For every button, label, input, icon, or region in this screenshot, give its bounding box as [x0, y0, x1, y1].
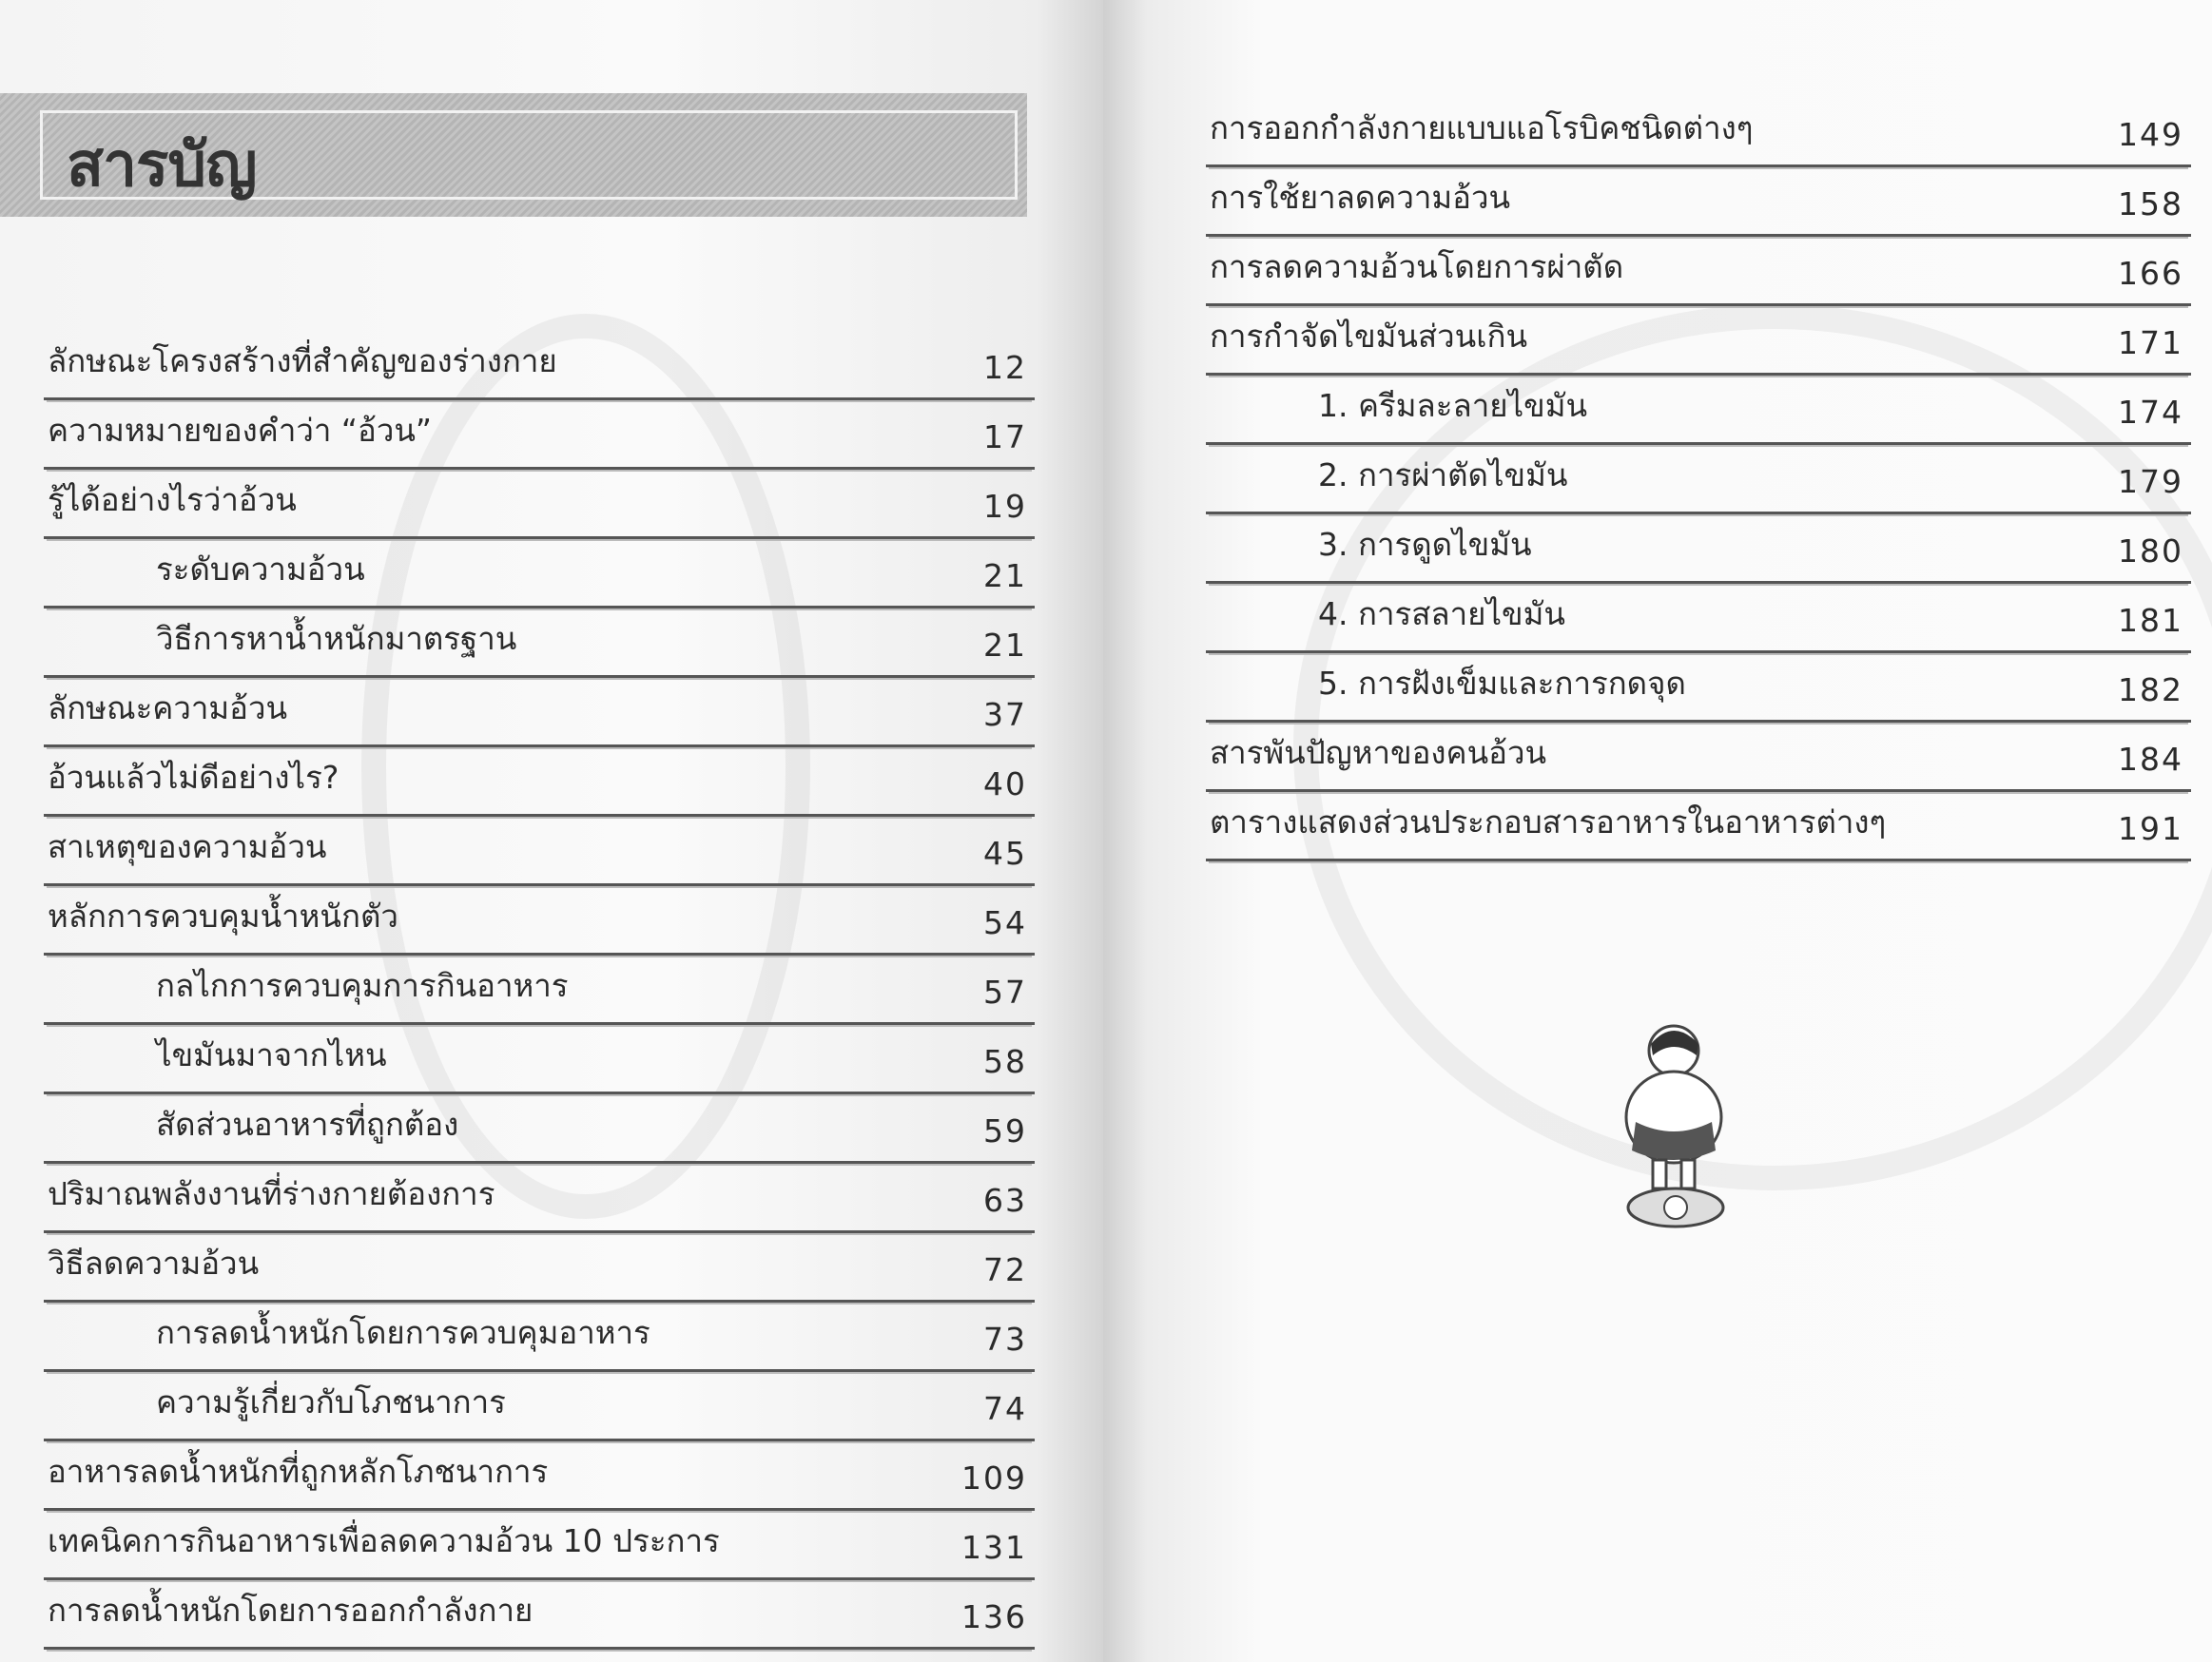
- toc-entry-page-number: 136: [961, 1598, 1027, 1635]
- toc-entry: [44, 609, 1035, 678]
- toc-entry: [44, 1441, 1035, 1511]
- toc-entry: [44, 1372, 1035, 1441]
- toc-entry: [44, 1233, 1035, 1303]
- left-page: [0, 0, 1103, 1662]
- toc-entry-page-number: 179: [2118, 463, 2183, 500]
- toc-entry-title: รู้ได้อย่างไรว่าอ้วน: [48, 481, 297, 518]
- toc-entry-title: 4. การสลายไขมัน: [1318, 595, 1565, 632]
- toc-entry-title: เทคนิคการกินอาหารเพื่อลดความอ้วน 10 ประการ: [48, 1522, 720, 1559]
- toc-entry: [44, 817, 1035, 886]
- toc-entry: [44, 886, 1035, 956]
- toc-entry: [1206, 98, 2191, 167]
- toc-entry-title: การใช้ยาลดความอ้วน: [1210, 179, 1511, 216]
- page-title: สารบัญ: [67, 130, 257, 199]
- toc-entry-page-number: 21: [983, 627, 1027, 664]
- toc-entry-title: การลดความอ้วนโดยการผ่าตัด: [1210, 248, 1624, 285]
- toc-entry-title: ระดับความอ้วน: [156, 551, 365, 588]
- toc-entry-title: การลดน้ำหนักโดยการออกกำลังกาย: [48, 1592, 534, 1629]
- toc-list-right: [1206, 98, 2191, 861]
- toc-entry-page-number: 131: [961, 1529, 1027, 1566]
- toc-entry-title: ปริมาณพลังงานที่ร่างกายต้องการ: [48, 1175, 495, 1212]
- toc-entry-page-number: 54: [983, 904, 1027, 941]
- toc-entry-title: วิธีลดความอ้วน: [48, 1245, 260, 1282]
- toc-entry-title: หลักการควบคุมน้ำหนักตัว: [48, 898, 398, 935]
- toc-entry-page-number: 72: [983, 1251, 1027, 1288]
- toc-entry: [1206, 167, 2191, 237]
- toc-entry: [44, 747, 1035, 817]
- toc-entry-page-number: 180: [2118, 532, 2183, 570]
- toc-entry-page-number: 181: [2118, 602, 2183, 639]
- toc-entry: [44, 1025, 1035, 1094]
- toc-entry-title: กลไกการควบคุมการกินอาหาร: [156, 967, 569, 1004]
- toc-entry: [44, 539, 1035, 609]
- toc-entry-page-number: 40: [983, 765, 1027, 802]
- toc-entry-title: อ้วนแล้วไม่ดีอย่างไร?: [48, 759, 340, 796]
- toc-entry: [44, 400, 1035, 470]
- toc-entry-page-number: 57: [983, 974, 1027, 1011]
- toc-entry-page-number: 58: [983, 1043, 1027, 1080]
- toc-entry-page-number: 73: [983, 1321, 1027, 1358]
- toc-entry: [1206, 237, 2191, 306]
- toc-entry: [44, 470, 1035, 539]
- toc-entry-page-number: 21: [983, 557, 1027, 594]
- toc-entry-title: สัดส่วนอาหารที่ถูกต้อง: [156, 1106, 459, 1143]
- toc-entry-page-number: 158: [2118, 185, 2183, 222]
- toc-entry: [44, 1580, 1035, 1650]
- toc-entry-page-number: 166: [2118, 255, 2183, 292]
- toc-entry-title: การลดน้ำหนักโดยการควบคุมอาหาร: [156, 1314, 650, 1351]
- toc-entry: [44, 956, 1035, 1025]
- toc-entry: [44, 331, 1035, 400]
- toc-entry-title: 3. การดูดไขมัน: [1318, 526, 1532, 563]
- toc-entry-page-number: 17: [983, 418, 1027, 455]
- toc-entry-title: ตารางแสดงส่วนประกอบสารอาหารในอาหารต่างๆ: [1210, 803, 1887, 841]
- toc-entry-page-number: 184: [2118, 741, 2183, 778]
- toc-entry-page-number: 109: [961, 1459, 1027, 1497]
- toc-entry: [44, 1164, 1035, 1233]
- toc-entry-page-number: 182: [2118, 671, 2183, 708]
- toc-entry-title: วิธีการหาน้ำหนักมาตรฐาน: [156, 620, 517, 657]
- toc-entry: [1206, 514, 2191, 584]
- fat-person-on-scale-illustration: [1617, 1017, 1750, 1236]
- toc-entry-title: 1. ครีมละลายไขมัน: [1318, 387, 1588, 424]
- toc-entry-page-number: 45: [983, 835, 1027, 872]
- toc-entry: [1206, 376, 2191, 445]
- toc-entry: [1206, 306, 2191, 376]
- toc-entry-title: สารพันปัญหาของคนอ้วน: [1210, 734, 1547, 771]
- toc-entry-page-number: 174: [2118, 394, 2183, 431]
- toc-entry: [1206, 584, 2191, 653]
- toc-entry-title: ความหมายของคำว่า “อ้วน”: [48, 412, 433, 449]
- toc-entry: [1206, 653, 2191, 723]
- toc-entry-title: สาเหตุของความอ้วน: [48, 828, 327, 865]
- toc-entry-page-number: 59: [983, 1112, 1027, 1150]
- toc-entry-title: ลักษณะความอ้วน: [48, 689, 288, 726]
- toc-entry: [1206, 723, 2191, 792]
- toc-entry: [44, 1094, 1035, 1164]
- toc-entry-title: อาหารลดน้ำหนักที่ถูกหลักโภชนาการ: [48, 1453, 549, 1490]
- toc-entry-title: 5. การฝังเข็มและการกดจุด: [1318, 665, 1686, 702]
- toc-entry-title: การกำจัดไขมันส่วนเกิน: [1210, 318, 1528, 355]
- toc-entry-page-number: 37: [983, 696, 1027, 733]
- toc-entry-title: 2. การผ่าตัดไขมัน: [1318, 456, 1568, 493]
- toc-entry: [44, 1511, 1035, 1580]
- toc-entry-page-number: 191: [2118, 810, 2183, 847]
- toc-entry-title: ความรู้เกี่ยวกับโภชนาการ: [156, 1383, 506, 1420]
- toc-entry-page-number: 12: [983, 349, 1027, 386]
- toc-entry-page-number: 74: [983, 1390, 1027, 1427]
- toc-entry-title: ลักษณะโครงสร้างที่สำคัญของร่างกาย: [48, 342, 557, 379]
- toc-entry-title: การออกกำลังกายแบบแอโรบิคชนิดต่างๆ: [1210, 109, 1754, 146]
- toc-entry-page-number: 149: [2118, 116, 2183, 153]
- toc-entry-page-number: 171: [2118, 324, 2183, 361]
- toc-entry: [1206, 445, 2191, 514]
- toc-entry: [44, 1303, 1035, 1372]
- toc-entry: [44, 678, 1035, 747]
- toc-entry: [1206, 792, 2191, 861]
- toc-list-left: [44, 331, 1035, 1650]
- toc-entry-page-number: 63: [983, 1182, 1027, 1219]
- toc-entry-title: ไขมันมาจากไหน: [156, 1036, 387, 1073]
- toc-entry-page-number: 19: [983, 488, 1027, 525]
